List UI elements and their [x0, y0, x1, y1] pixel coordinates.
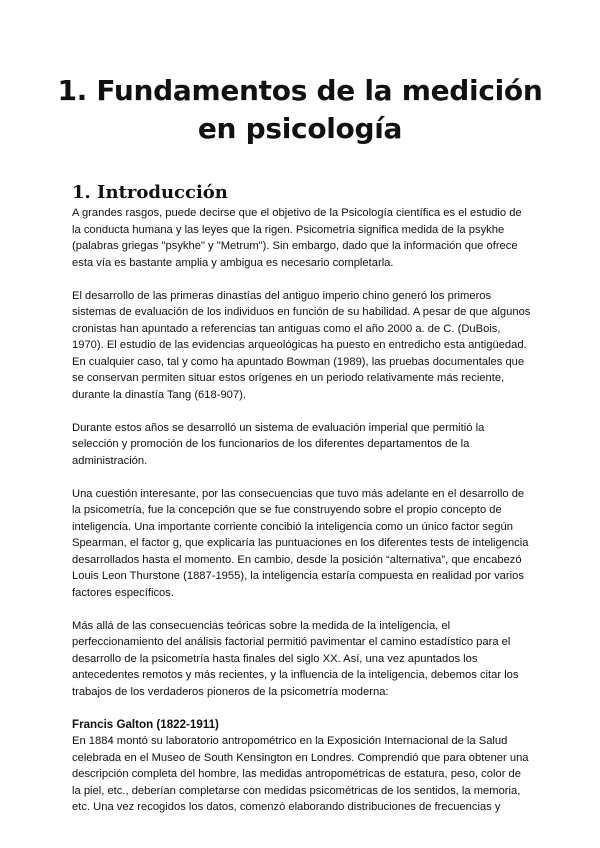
paragraph-galton: En 1884 montó su laboratorio antropométrico en la Exposición Internacional de la Salud celebrada en el Museo de South Kensington en Londres. Comprendió que para obtener una descripción completa del hombre, las medidas antropométricas de estatura, peso, color de la piel, etc., deberían completarse con medidas psicométricas de los sentidos, la memoria, etc. Una vez recogidos los datos, comenzó elaborando distribuciones de frecuencias y [72, 735, 529, 813]
title-line-1: 1. Fundamentos de la medición [57, 74, 543, 107]
document-body [72, 205, 532, 816]
paragraph-factor-analysis: Más allá de las consecuencias teóricas sobre la medida de la inteligencia, el perfeccionamiento del análisis factorial permitió pavimentar el camino estadístico para el desarrollo de la psicometría hasta finales del siglo XX. Así, una vez apuntados los antecedentes remotos y más recientes, y la influencia de la inteligencia, debemos citar los trabajos de los verdaderos pioneros de la psicometría moderna: [72, 619, 519, 698]
paragraph-intro: A grandes rasgos, puede decirse que el objetivo de la Psicología científica es el estudio de la conducta humana y las leyes que la rigen. Psicometría significa medida de la psykhe (palabras griegas "psykhe" y "Metrum"). Sin embargo, dado que la información que ofrece esta vía es bastante amplia y ambigua es necesario completarla. [72, 207, 522, 269]
paragraph-china: El desarrollo de las primeras dinastías del antiguo imperio chino generó los primeros sistemas de evaluación de los individuos en función de su habilidad. A pesar de que algunos cronistas han apuntado a referencias tan antiguas como el año 2000 a. de C. (DuBois, 1970). El estudio de las evidencias arqueológicas ha puesto en entredicho esta antigüedad. En cualquier caso, tal y como ha apuntado Bowman (1989), las pruebas documentales que se conservan permiten situar estos orígenes en un periodo relativamente más reciente, durante la dinastía Tang (618-907). [72, 289, 531, 401]
paragraph-imperial-exam: Durante estos años se desarrolló un sistema de evaluación imperial que permitió la selección y promoción de los funcionarios de los diferentes departamentos de la administración. [72, 421, 485, 467]
section-heading: 1. Introducción [72, 182, 228, 203]
galton-heading: Francis Galton (1822-1911) [72, 717, 219, 731]
page-title [40, 72, 560, 148]
paragraph-intelligence: Una cuestión interesante, por las consecuencias que tuvo más adelante en el desarrollo de la psicometría, fue la concepción que se fue construyendo sobre el propio concepto de inteligencia. Una importante corriente concibió la inteligencia como un único factor según Spearman, el factor g, que explicaría las puntuaciones en los diferentes tests de inteligencia desarrollados hasta el momento. En cambio, desde la posición “alternativa”, que encabezó Louis Leon Thurstone (1887-1955), la inteligencia estaría compuesta en realidad por varios factores específicos. [72, 487, 529, 599]
title-line-2: en psicología [197, 112, 403, 145]
